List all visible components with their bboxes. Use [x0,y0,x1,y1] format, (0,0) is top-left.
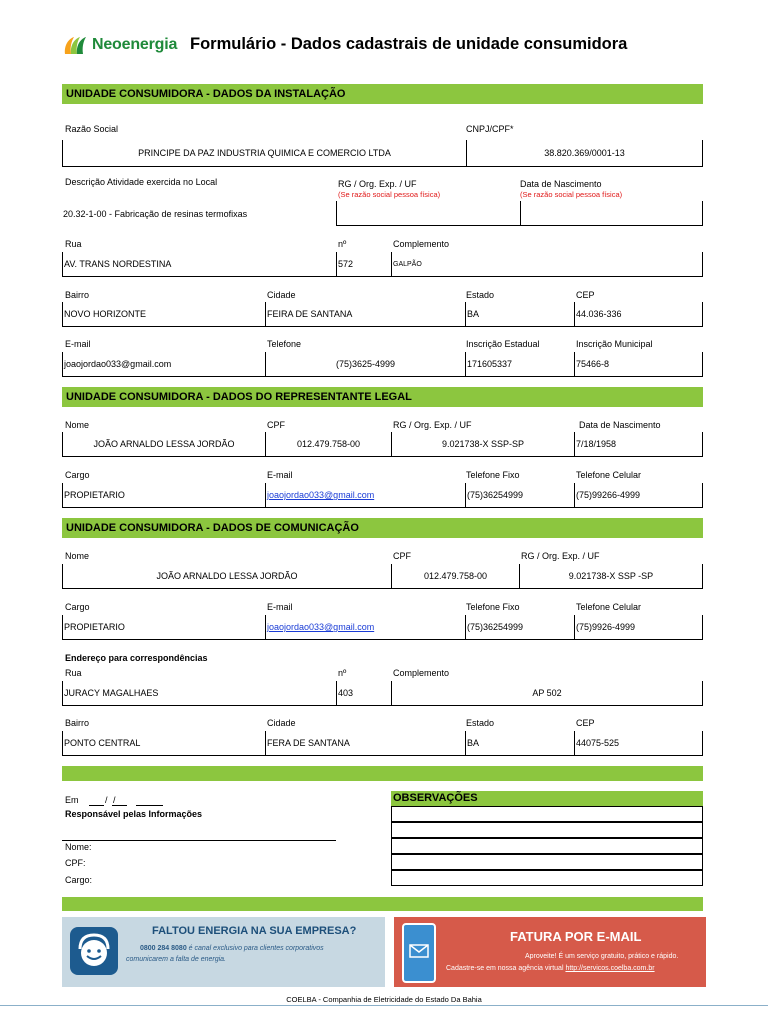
label-email-installation: E-mail [65,339,91,349]
field-nome-representative[interactable] [62,432,265,457]
value-cnpj: 38.820.369/0001-13 [544,148,625,158]
label-rg-communication: RG / Org. Exp. / UF [521,551,600,561]
field-estado-communication[interactable] [465,731,574,756]
label-nome-representative: Nome [65,420,90,430]
label-telefone-celular-representative: Telefone Celular [576,470,642,480]
section-installation-title: UNIDADE CONSUMIDORA - DADOS DA INSTALAÇÃO [66,88,346,100]
field-atividade[interactable] [62,201,337,226]
field-email-communication[interactable] [265,615,465,640]
label-cnpj: CNPJ/CPF* [466,124,514,134]
email-link-representative[interactable]: joaojordao033@gmail.com [267,490,375,500]
banner-left-title: FALTOU ENERGIA NA SUA EMPRESA? [152,925,357,937]
label-nome-communication: Nome [65,551,90,561]
label-data-nascimento-installation: Data de Nascimento [520,179,602,189]
banner-right-link[interactable]: http://servicos.coelba.com.br [565,965,655,972]
field-razao-social[interactable] [62,140,466,167]
banner-left-text2: comunicarem a falta de energia. [126,956,226,963]
field-cargo-representative[interactable] [62,483,265,508]
phone-icon [402,923,436,983]
label-bairro-communication: Bairro [65,718,90,728]
field-cpf-representative[interactable] [265,432,391,457]
note-rg-pessoa-fisica: (Se razão social pessoa física) [338,190,441,199]
value-bairro: NOVO HORIZONTE [64,309,147,319]
value-cpf-communication: 012.479.758-00 [423,571,488,581]
banner-fatura-email[interactable] [394,917,706,987]
footer-line [0,1005,768,1006]
field-bairro[interactable] [62,302,265,327]
field-telefone-fixo-communication[interactable] [465,615,574,640]
section-communication-title: UNIDADE CONSUMIDORA - DADOS DE COMUNICAÇÃO [66,522,359,534]
footer-company: COELBA - Companhia de Eletricidade do Estado Da Bahia [286,995,482,1004]
field-cidade[interactable] [265,302,465,327]
label-signature-cpf: CPF: [65,858,86,868]
field-telefone[interactable] [265,352,465,377]
value-bairro-communication: PONTO CENTRAL [64,738,141,748]
value-email-installation: joaojordao033@gmail.com [64,359,172,369]
label-signature-nome: Nome: [65,842,92,852]
support-icon [70,927,118,975]
banner-left-text: é canal exclusivo para clientes corporativos [186,945,324,952]
field-cargo-communication[interactable] [62,615,265,640]
value-telefone-fixo-representative: (75)36254999 [467,490,524,500]
field-inscricao-municipal[interactable] [574,352,703,377]
field-complemento[interactable] [391,252,703,277]
field-rg-installation[interactable] [336,201,520,226]
label-inscricao-municipal: Inscrição Municipal [576,339,653,349]
value-numero-communication: 403 [338,688,354,698]
section-representative-bar [62,387,703,407]
field-telefone-fixo-representative[interactable] [465,483,574,508]
value-complemento: GALPÃO [393,260,422,268]
field-inscricao-estadual[interactable] [465,352,574,377]
field-bairro-communication[interactable] [62,731,265,756]
label-numero: nº [338,239,347,249]
label-telefone-fixo-representative: Telefone Fixo [466,470,520,480]
banner-right-text: Aproveite! É um serviço gratuito, prático e rápido. [525,953,679,960]
value-cargo-communication: PROPIETARIO [64,622,125,632]
value-rg-representative: 9.021738-X SSP-SP [441,439,525,449]
field-rg-representative[interactable] [391,432,574,457]
note-nascimento-pessoa-fisica: (Se razão social pessoa física) [520,190,623,199]
value-estado: BA [467,309,480,319]
field-cnpj[interactable] [466,140,703,167]
field-telefone-celular-representative[interactable] [574,483,703,508]
value-numero: 572 [338,259,354,269]
label-telefone: Telefone [267,339,302,349]
value-telefone-celular-communication: (75)9926-4999 [576,622,636,632]
label-telefone-celular-communication: Telefone Celular [576,602,642,612]
label-telefone-fixo-communication: Telefone Fixo [466,602,520,612]
label-cep: CEP [576,290,595,300]
label-estado: Estado [466,290,495,300]
label-cargo-representative: Cargo [65,470,90,480]
value-rg-communication: 9.021738-X SSP -SP [568,571,654,581]
field-cep[interactable] [574,302,703,327]
date-year-line[interactable] [136,805,163,806]
observacoes-line-3[interactable] [391,838,703,854]
value-inscricao-estadual: 171605337 [467,359,513,369]
field-cidade-communication[interactable] [265,731,465,756]
value-telefone-celular-representative: (75)99266-4999 [576,490,641,500]
field-complemento-communication[interactable] [391,681,703,706]
label-rg-installation: RG / Org. Exp. / UF [338,179,417,189]
observacoes-line-4[interactable] [391,854,703,870]
field-rua[interactable] [62,252,336,277]
field-data-nascimento-representative[interactable] [574,432,703,457]
field-cep-communication[interactable] [574,731,703,756]
value-cep: 44.036-336 [576,309,622,319]
value-cidade-communication: FERA DE SANTANA [267,738,350,748]
value-telefone-fixo-communication: (75)36254999 [467,622,524,632]
observacoes-line-2[interactable] [391,822,703,838]
field-data-nascimento-installation[interactable] [520,201,703,226]
banner-right-text2: Cadastre-se em nossa agência virtual [446,965,566,972]
banner-faltou-energia[interactable] [62,917,385,987]
observacoes-line-5[interactable] [391,870,703,886]
signature-line[interactable] [62,840,336,841]
label-cidade: Cidade [267,290,296,300]
label-complemento-communication: Complemento [393,668,450,678]
banner-left-phone: 0800 284 8080 [140,945,187,952]
value-nome-communication: JOÃO ARNALDO LESSA JORDÃO [156,571,298,581]
label-rua: Rua [65,239,82,249]
value-rua: AV. TRANS NORDESTINA [64,259,172,269]
email-link-communication[interactable]: joaojordao033@gmail.com [267,622,375,632]
page-title: Formulário - Dados cadastrais de unidade consumidora [190,35,628,53]
value-nome-representative: JOÃO ARNALDO LESSA JORDÃO [93,439,235,449]
field-cpf-communication[interactable] [391,564,519,589]
label-signature-cargo: Cargo: [65,875,93,885]
neoenergia-logo [62,30,177,60]
label-email-communication: E-mail [267,602,293,612]
date-slashes: / / [105,795,116,805]
section-installation-bar [62,84,703,104]
label-cpf-representative: CPF [267,420,285,430]
label-razao-social: Razão Social [65,124,119,134]
banner-right-title: FATURA POR E-MAIL [510,929,642,944]
field-estado[interactable] [465,302,574,327]
label-inscricao-estadual: Inscrição Estadual [466,339,540,349]
field-email-representative[interactable] [265,483,465,508]
field-email-installation[interactable] [62,352,265,377]
label-endereco-correspondencias: Endereço para correspondências [65,653,208,663]
label-email-representative: E-mail [267,470,293,480]
value-cidade: FEIRA DE SANTANA [267,309,353,319]
label-em: Em [65,795,79,805]
field-telefone-celular-communication[interactable] [574,615,703,640]
banner-left-line1 [140,945,324,952]
observacoes-header [391,791,703,806]
field-rg-communication[interactable] [519,564,703,589]
smiley-headset-icon [70,927,118,975]
value-telefone: (75)3625-4999 [335,359,396,369]
banner-right-line2 [446,965,655,972]
label-bairro: Bairro [65,290,90,300]
section-representative-title: UNIDADE CONSUMIDORA - DADOS DO REPRESENTANTE LEGAL [66,391,412,403]
observacoes-title: OBSERVAÇÕES [393,792,478,804]
field-nome-communication[interactable] [62,564,391,589]
value-cargo-representative: PROPIETARIO [64,490,125,500]
value-atividade: 20.32-1-00 - Fabricação de resinas termofixas [63,208,248,219]
observacoes-line-1[interactable] [391,806,703,822]
envelope-icon [404,925,434,981]
field-numero[interactable] [336,252,391,277]
value-rua-communication: JURACY MAGALHAES [64,688,159,698]
section-divider-bar [62,766,703,781]
label-numero-communication: nº [338,668,347,678]
label-cpf-communication: CPF [393,551,411,561]
label-cep-communication: CEP [576,718,595,728]
section-communication-bar [62,518,703,538]
brand-name: Neoenergia [92,36,178,53]
label-data-nascimento-representative: Data de Nascimento [579,420,661,430]
value-inscricao-municipal: 75466-8 [576,359,610,369]
label-rua-communication: Rua [65,668,82,678]
label-cidade-communication: Cidade [267,718,296,728]
label-rg-representative: RG / Org. Exp. / UF [393,420,472,430]
value-cpf-representative: 012.479.758-00 [296,439,361,449]
label-responsavel: Responsável pelas Informações [65,809,203,819]
value-cep-communication: 44075-525 [576,738,620,748]
value-razao-social: PRINCIPE DA PAZ INDUSTRIA QUIMICA E COMERCIO LTDA [138,148,391,158]
label-cargo-communication: Cargo [65,602,90,612]
date-month-line[interactable] [112,805,127,806]
field-numero-communication[interactable] [336,681,391,706]
value-data-nascimento-representative: 7/18/1958 [576,439,617,449]
value-complemento-communication: AP 502 [532,688,562,698]
neoenergia-leaf-icon [62,34,90,56]
field-rua-communication[interactable] [62,681,336,706]
date-day-line[interactable] [89,805,104,806]
value-estado-communication: BA [467,738,480,748]
label-complemento: Complemento [393,239,450,249]
label-estado-communication: Estado [466,718,495,728]
bottom-divider-bar [62,897,703,911]
label-descricao-atividade: Descrição Atividade exercida no Local [65,177,218,187]
